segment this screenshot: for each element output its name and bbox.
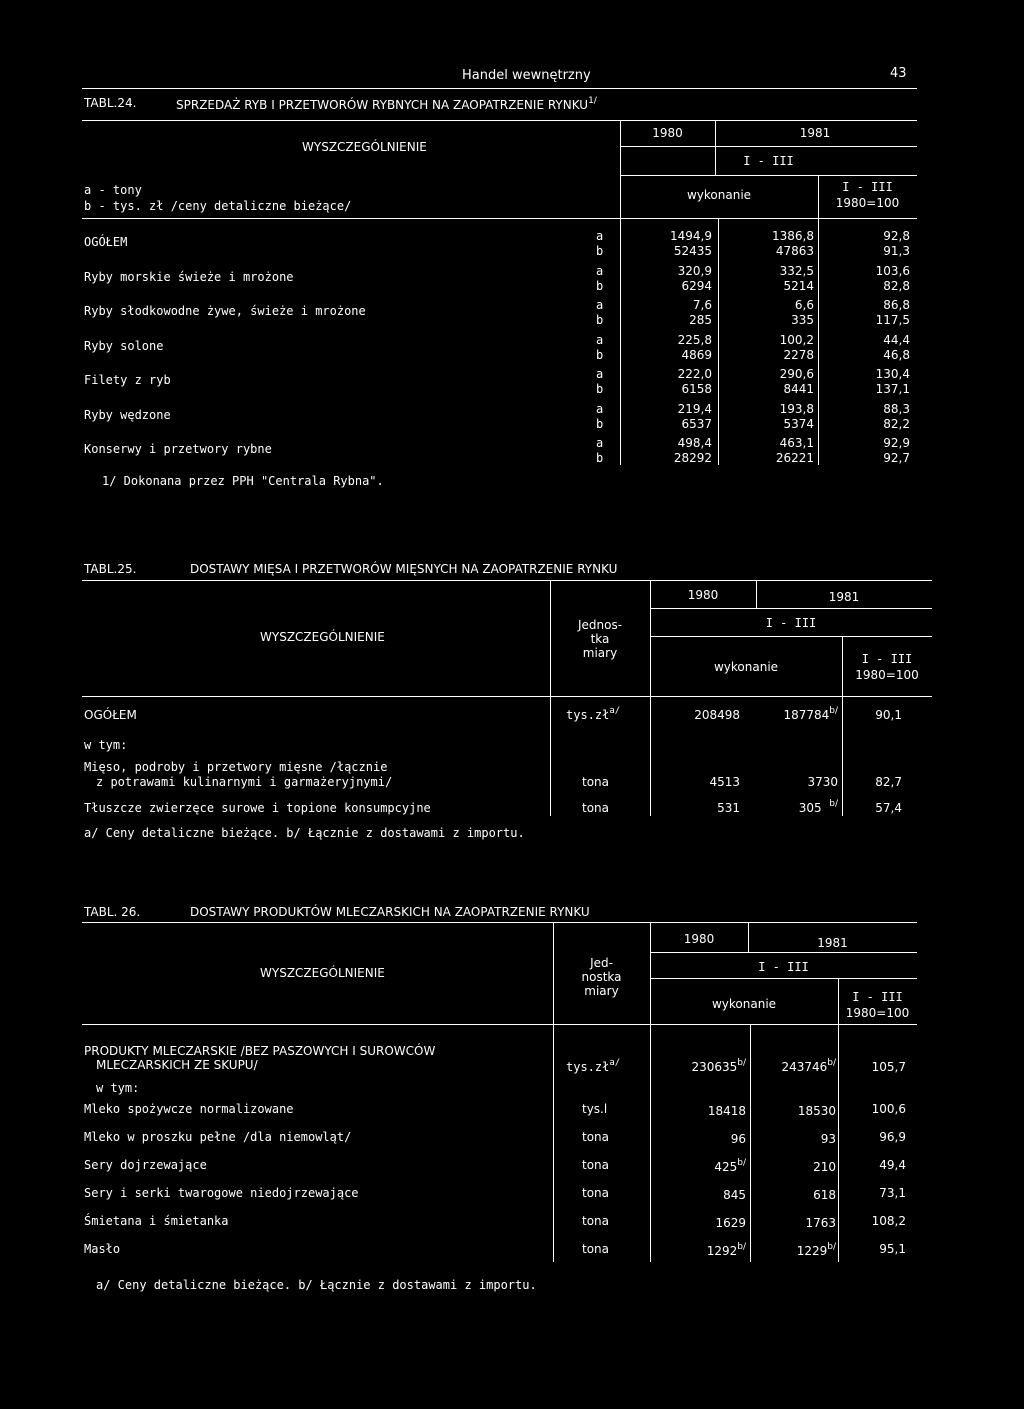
t24-row-value: 28292 <box>673 451 712 465</box>
t24-row-value: 6537 <box>681 417 712 431</box>
t26-row-v2: 210 <box>813 1160 836 1174</box>
t24-row-name: OGÓŁEM <box>84 235 128 249</box>
t25-rule-top <box>82 580 932 581</box>
t25-title: DOSTAWY MIĘSA I PRZETWORÓW MIĘSNYCH NA ZAOPATRZENIE RYNKU <box>190 562 618 576</box>
t24-row-value: 88,3 <box>883 402 910 416</box>
t26-row-name: Sery i serki twarogowe niedojrzewające <box>84 1186 359 1200</box>
t24-row-value: 52435 <box>673 244 712 258</box>
t26-row-name: Sery dojrzewające <box>84 1158 207 1172</box>
t24-row-value: 92,7 <box>883 451 910 465</box>
t24-row-name: Ryby słodkowodne żywe, świeże i mrożone <box>84 304 366 318</box>
t24-row-value: 222,0 <box>677 367 712 381</box>
t26-label: TABL. 26. <box>84 905 141 919</box>
t26-total-v2: $243746^{b/}$ <box>781 1058 836 1074</box>
t25-period: I - III <box>765 616 817 630</box>
t26-row-v1: 96 <box>730 1132 746 1146</box>
t26-period: I - III <box>758 960 809 974</box>
page-number: 43 <box>890 66 907 81</box>
t25-fat-v2: 305 $^{b/}$ <box>798 799 838 815</box>
page-header: Handel wewnętrzny <box>462 68 591 83</box>
t24-year1: 1980 <box>652 126 683 140</box>
t24-row-value: 117,5 <box>875 313 910 327</box>
t24-row-value: 1386,8 <box>772 229 814 243</box>
t24-row-value: 6,6 <box>794 298 814 312</box>
t24-title: SPRZEDAŻ RYB I PRZETWORÓW RYBNYCH NA ZAOPATRZENIE $RYNKU^{1/}$ <box>176 96 597 112</box>
t24-rule-head <box>82 218 917 219</box>
t25-meat-v1: 4513 <box>709 775 740 789</box>
t24-row-letter-a: a <box>596 436 604 450</box>
t24-row-letter-b: b <box>596 279 604 293</box>
t25-total-v3: 90,1 <box>875 708 902 722</box>
t25-meat-v2: 3730 <box>807 775 838 789</box>
t24-row-value: 26221 <box>775 451 814 465</box>
t24-row-value: 219,4 <box>677 402 712 416</box>
t26-rule-top <box>82 922 917 923</box>
t24-row-value: 6294 <box>681 279 712 293</box>
header-rule <box>82 88 917 89</box>
t26-idx2: 1980=100 <box>845 1006 910 1020</box>
t26-row-v1: 845 <box>723 1188 746 1202</box>
t24-row-value: 4869 <box>681 348 712 362</box>
t26-row-v2: 618 <box>813 1188 836 1202</box>
t26-head-spec: WYSZCZEGÓLNIENIE <box>260 966 385 980</box>
t26-row-unit: tona <box>582 1214 610 1228</box>
t24-row-name: Ryby morskie świeże i mrożone <box>84 270 294 284</box>
t24-row-letter-a: a <box>596 264 604 278</box>
t25-fat-label: Tłuszcze zwierzęce surowe i topione konsumpcyjne <box>84 801 431 815</box>
t26-year1: 1980 <box>683 932 715 946</box>
t24-row-letter-a: a <box>596 367 604 381</box>
t24-row-letter-b: b <box>596 417 604 431</box>
t24-row-letter-b: b <box>596 244 604 258</box>
t24-row-value: 290,6 <box>779 367 814 381</box>
t26-row-v2: 18530 <box>797 1104 836 1118</box>
t25-meat-label-1: Mięso, podroby i przetwory mięsne /łącznie <box>84 760 388 774</box>
t24-row-value: 498,4 <box>677 436 712 450</box>
t26-row-v3: 49,4 <box>879 1158 906 1172</box>
t26-idx1: I - III <box>852 990 903 1004</box>
t24-row-letter-a: a <box>596 298 604 312</box>
t25-meat-v3: 82,7 <box>875 775 902 789</box>
t24-row-letter-a: a <box>596 333 604 347</box>
t24-row-value: 91,3 <box>883 244 910 258</box>
t24-row-letter-b: b <box>596 382 604 396</box>
t26-row-v3: 96,9 <box>879 1130 906 1144</box>
t26-row-unit: tys.l <box>582 1102 608 1116</box>
t26-in-which: w tym: <box>96 1081 140 1095</box>
t24-row-value: 285 <box>689 313 712 327</box>
t26-row-name: Śmietana i śmietanka <box>84 1214 229 1228</box>
t24-row-name: Ryby solone <box>84 339 164 353</box>
t24-row-value: 193,8 <box>779 402 814 416</box>
t24-row-value: 47863 <box>775 244 814 258</box>
t25-total-v1: 208498 <box>694 708 740 722</box>
t25-execution: wykonanie <box>713 660 779 674</box>
t24-row-value: 5374 <box>783 417 814 431</box>
t24-row-value: 92,8 <box>883 229 910 243</box>
t24-row-name: Ryby wędzone <box>84 408 171 422</box>
t25-footnote: a/ Ceny detaliczne bieżące. b/ Łącznie z dostawami z importu. <box>84 826 525 840</box>
t26-row-v1: $425^{b/}$ <box>714 1158 746 1174</box>
t24-row-letter-a: a <box>596 402 604 416</box>
t24-row-value: 7,6 <box>692 298 712 312</box>
t25-meat-label-2: z potrawami kulinarnymi i garmażeryjnymi/ <box>96 775 393 789</box>
t25-in-which: w tym: <box>84 738 128 752</box>
t26-total-unit: $tys.zł^{a/}$ <box>566 1058 621 1074</box>
t26-row-v1: 1629 <box>715 1216 746 1230</box>
t25-head-spec: WYSZCZEGÓLNIENIE <box>260 630 385 644</box>
t24-head-spec: WYSZCZEGÓLNIENIE <box>302 140 427 154</box>
t25-total-v2: $187784^{b/}$ <box>783 706 838 722</box>
t24-idx1: I - III <box>842 180 893 194</box>
t26-execution: wykonanie <box>711 997 777 1011</box>
t24-idx2: 1980=100 <box>835 196 900 210</box>
t24-row-value: 1494,9 <box>670 229 712 243</box>
t26-row-name: Mleko spożywcze normalizowane <box>84 1102 294 1116</box>
t26-footnote: a/ Ceny detaliczne bieżące. b/ Łącznie z dostawami z importu. <box>96 1278 537 1292</box>
t26-row-v3: 100,6 <box>871 1102 906 1116</box>
t24-legend-a: a - tony <box>84 183 142 197</box>
t24-row-name: Konserwy i przetwory rybne <box>84 442 272 456</box>
t24-row-value: 5214 <box>783 279 814 293</box>
t24-row-value: 92,9 <box>883 436 910 450</box>
t24-row-value: 320,9 <box>677 264 712 278</box>
t26-total-v1: $230635^{b/}$ <box>691 1058 746 1074</box>
t24-row-value: 100,2 <box>779 333 814 347</box>
t24-row-value: 137,1 <box>875 382 910 396</box>
t25-idx1: I - III <box>861 652 913 666</box>
t25-idx2: 1980=100 <box>855 668 919 682</box>
t25-fat-v3: 57,4 <box>875 801 902 815</box>
t24-row-name: Filety z ryb <box>84 373 171 387</box>
t26-row-unit: tona <box>582 1186 610 1200</box>
t26-row-unit: tona <box>582 1242 610 1256</box>
t26-row-unit: tona <box>582 1130 610 1144</box>
t24-row-letter-b: b <box>596 451 604 465</box>
t24-row-value: 463,1 <box>779 436 814 450</box>
t24-year2: 1981 <box>799 126 831 140</box>
t24-row-value: 82,8 <box>883 279 910 293</box>
t25-rule-head <box>82 696 932 697</box>
t24-row-value: 6158 <box>681 382 712 396</box>
t24-row-value: 86,8 <box>883 298 910 312</box>
t26-row-name: Masło <box>84 1242 121 1256</box>
t26-row-v1: $1292^{b/}$ <box>706 1242 746 1258</box>
t24-row-value: 2278 <box>783 348 814 362</box>
t24-row-value: 225,8 <box>677 333 712 347</box>
t26-row-v3: 108,2 <box>871 1214 906 1228</box>
t25-fat-v1: 531 <box>717 801 740 815</box>
t26-row-unit: tona <box>582 1158 610 1172</box>
t26-total-label-1: PRODUKTY MLECZARSKIE /BEZ PASZOWYCH I SUROWCÓW <box>84 1044 436 1058</box>
t24-row-letter-b: b <box>596 348 604 362</box>
t24-row-value: 335 <box>791 313 814 327</box>
t25-total-label: OGÓŁEM <box>84 708 137 722</box>
t26-row-v3: 95,1 <box>879 1242 906 1256</box>
t24-row-value: 8441 <box>783 382 814 396</box>
t24-row-value: 44,4 <box>883 333 910 347</box>
t25-unit-head: Jednos- tka miary <box>577 618 623 660</box>
t25-year2: 1981 <box>828 590 860 604</box>
t26-row-v2: 93 <box>820 1132 836 1146</box>
t24-row-value: 103,6 <box>875 264 910 278</box>
t26-row-v3: 73,1 <box>879 1186 906 1200</box>
t24-row-value: 46,8 <box>883 348 910 362</box>
t24-row-letter-a: a <box>596 229 604 243</box>
t26-row-v2: $1229^{b/}$ <box>796 1242 836 1258</box>
t25-year1: 1980 <box>687 588 719 602</box>
t26-title: DOSTAWY PRODUKTÓW MLECZARSKICH NA ZAOPATRZENIE RYNKU <box>190 905 590 919</box>
t25-fat-unit: tona <box>582 801 610 815</box>
t25-meat-unit: tona <box>582 775 610 789</box>
t24-footnote: 1/ Dokonana przez PPH "Centrala Rybna". <box>102 474 384 488</box>
t26-row-name: Mleko w proszku pełne /dla niemowląt/ <box>84 1130 352 1144</box>
t26-total-label-2: MLECZARSKICH ZE SKUPU/ <box>96 1058 258 1072</box>
t24-row-letter-b: b <box>596 313 604 327</box>
t24-execution: wykonanie <box>686 188 752 202</box>
t24-row-value: 332,5 <box>779 264 814 278</box>
t24-label: TABL.24. <box>84 96 137 110</box>
t24-row-value: 130,4 <box>875 367 910 381</box>
t26-total-v3: 105,7 <box>871 1060 906 1074</box>
t25-total-unit: $tys.zł^{a/}$ <box>566 706 621 722</box>
t26-rule-head <box>82 1024 917 1025</box>
t26-unit-head: Jed- nostka miary <box>581 956 622 998</box>
t26-row-v2: 1763 <box>805 1216 836 1230</box>
t24-period: I - III <box>743 154 794 168</box>
t26-year2: 1981 <box>817 936 848 950</box>
t25-label: TABL.25. <box>84 562 137 576</box>
t24-legend-b: b - tys. zł /ceny detaliczne bieżące/ <box>84 199 352 213</box>
t26-row-v1: 18418 <box>707 1104 746 1118</box>
t24-rule-top <box>82 120 917 121</box>
t24-row-value: 82,2 <box>883 417 910 431</box>
